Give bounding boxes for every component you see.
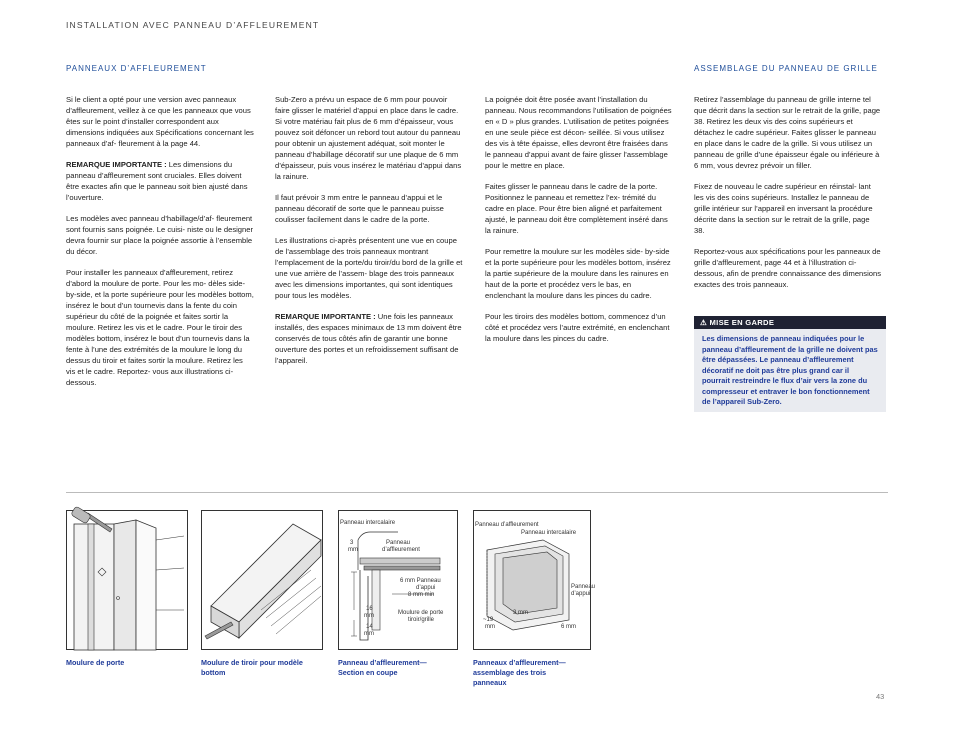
three-panel-diagram: [473, 510, 596, 650]
label-6mm: 6 mm: [561, 624, 576, 630]
page-header: INSTALLATION AVEC PANNEAU D’AFFLEUREMENT: [66, 20, 320, 30]
paragraph: Il faut prévoir 3 mm entre le panneau d’appui et le panneau décoratif de sorte que le panneau puisse coulisser facilement dans le cadre de la porte.: [275, 193, 444, 224]
label-14: 14: [366, 624, 373, 630]
paragraph: Retirez l’assemblage du panneau de grille interne tel que décrit dans la section sur le retrait de la grille, page 38. Retirez les deux vis des coins supérieurs et détachez le cadre supérieur. Faites glisser le panneau en place dans le cadre de la grille. Si vous utilisez un panneau de grille d’une épaisseur égale ou inférieure à 6 mm, vous devrez prévoir un filler.: [694, 95, 881, 170]
caption-drawer-trim: [201, 658, 321, 678]
label-8mm-min: 8 mm min: [408, 592, 435, 598]
paragraph: Les modèles avec panneau d’habillage/d’af- fleurement sont fournis sans poignée. Le cuisi- niste ou le designer devra fournir sur place la poignée assortie à l’ensemble du décor.: [66, 214, 254, 256]
paragraph: Reportez-vous aux spécifications pour les panneaux de grille d’affleurement, page 44 et à l’illustration ci-dessous, afin de prendre connaissance des dimensions exactes des trois panneaux.: [694, 247, 882, 289]
paragraph: [66, 159, 254, 203]
section-title-flush-panels: PANNEAUX D’AFFLEUREMENT: [66, 64, 207, 73]
figure-door-trim: [66, 510, 188, 650]
caption-line: Panneaux d’affleurement—: [473, 658, 566, 667]
label-flush-panel: Panneau d’affleurement: [475, 522, 539, 528]
label-backing-panel: Panneau: [571, 584, 596, 590]
label-3mm: 3: [350, 540, 354, 546]
label-16-unit: mm: [364, 613, 374, 619]
caption-three-panels: [473, 658, 593, 687]
text-column-4: [694, 94, 882, 300]
label-14-unit: mm: [364, 631, 374, 637]
label-trim: Moulure de porte: [398, 610, 444, 616]
figure-drawer-trim: [201, 510, 323, 650]
label-backing-panel-2: d’appui: [571, 591, 591, 597]
important-note-label: REMARQUE IMPORTANTE :: [275, 312, 376, 321]
warning-box: [694, 316, 886, 412]
caption-line: Moulure de tiroir pour modèle: [201, 658, 303, 667]
cross-section-diagram: [338, 510, 458, 650]
caption-line: Panneau d’affleurement—: [338, 658, 427, 667]
text-column-2: [275, 94, 463, 376]
label-3mm: 3 mm: [513, 610, 528, 616]
paragraph: Fixez de nouveau le cadre supérieur en réinstal- lant les vis des coins supérieurs. Installez le panneau de grille intérieur sur l’appareil en inversant la procédure décrite dans la section sur le retrait de la grille, page 38.: [694, 182, 873, 235]
label-trim-2: tiroir/grille: [408, 617, 435, 623]
section-title-grille-assembly: ASSEMBLAGE DU PANNEAU DE GRILLE: [694, 64, 878, 73]
caption-cross-section: [338, 658, 458, 678]
label-3mm-unit: mm: [348, 547, 358, 553]
paragraph: Pour les tiroirs des modèles bottom, commencez d’un côté et procédez vers l’autre extrémité, en enclenchant la moulure dans les pinces du cadre.: [485, 312, 670, 343]
label-spacer-panel: Panneau intercalaire: [340, 520, 396, 526]
text-column-1: [66, 94, 254, 398]
paragraph: Pour installer les panneaux d’affleurement, retirez d’abord la moulure de porte. Pour les mo- dèles side-by-side, et la porte supérieure pour les modèles bottom, insérez le bout d’un tournevis dans la fente du coin supérieur du côté de la poignée et faites sortir la moulure. Retirez les vis et le cadre. Pour le tiroir des modèles bottom, insérez le bout d’un tournevis dans la fente à l’une des extrémités de la moulure le long du dessus du tiroir et faites sortir la moulure. Retirez les vis et le cadre. Reportez- vous aux illustrations ci-dessous.: [66, 268, 254, 387]
page-number: 43: [876, 692, 885, 701]
caption-line: assemblage des trois: [473, 667, 547, 677]
paragraph: Si le client a opté pour une version avec panneaux d’affleurement, veillez à ce que les panneaux que vous êtes sur le point d’installer correspondent aux dimensions indiquées aux Spécifications concernant les panneaux d’af- fleurement à la page 44.: [66, 95, 254, 148]
label-16: 16: [366, 606, 373, 612]
label-6mm-backing: 6 mm Panneau: [400, 578, 441, 584]
warning-triangle-icon: ⚠: [700, 318, 708, 327]
label-flush-panel-2: d’affleurement: [382, 547, 420, 553]
caption-line: Section en coupe: [338, 667, 398, 677]
warning-text: Les dimensions de panneau indiquées pour le panneau d’affleurement de la grille ne doivent pas être dépassées. Le panneau d’affleurement décoratif ne doit pas être plus grand car il pourrait restreindre le flux d’air vers la zone du compresseur et entraver le bon fonctionnement de l’appareil Sub-Zero.: [702, 334, 878, 406]
caption-line: panneaux: [473, 677, 507, 687]
drawer-trim-illustration: [201, 510, 323, 650]
paragraph: Les illustrations ci-après présentent une vue en coupe de l’assemblage des trois panneaux montrant l’emplacement de la porte/du tiroir/du bord de la grille et une vue arrière de l’assem- blage des trois panneaux avec les dimensions importantes, qui sont identiques pour tous les modèles.: [275, 236, 463, 300]
divider: [66, 492, 888, 493]
warning-title: MISE EN GARDE: [709, 318, 775, 327]
paragraph: Pour remettre la moulure sur les modèles side- by-side et la porte supérieure pour les modèles bottom, insérez la partie supérieure de la moulure dans les rainures en haut de la porte et procédez vers le bas, en enclenchant la moulure dans les pinces du cadre.: [485, 247, 671, 300]
paragraph: Faites glisser le panneau dans le cadre de la porte. Positionnez le panneau et remettez l’ex- trémité du cadre en place. Pour être bien aligné et parfaitement ajusté, le panneau doit être complètement inséré dans la rainure.: [485, 182, 668, 235]
door-trim-illustration: [66, 510, 188, 650]
label-backing: d’appui: [416, 585, 436, 591]
label-flush-panel: Panneau: [386, 540, 411, 546]
figure-cross-section: [338, 510, 458, 650]
text-column-3: [485, 94, 673, 354]
label-spacer-panel: Panneau intercalaire: [521, 530, 577, 536]
caption-line: bottom: [201, 667, 226, 677]
caption-door-trim: Moulure de porte: [66, 658, 125, 667]
warning-header: [694, 316, 886, 329]
label-19mm: ~19: [483, 617, 494, 623]
figure-three-panels: [473, 510, 596, 650]
label-19mm-unit: mm: [485, 624, 495, 630]
paragraph: La poignée doit être posée avant l’installation du panneau. Nous recommandons l’utilisation de poignées en « D » plus grandes. L’utilisation de petites poignées en une seule pièce est décon- seillée. Si vous utilisez des vis à tête épaisse, elles devront être fraisées dans le panneau d’appui avant de faire glisser l’assemblage pour le mettre en place.: [485, 95, 672, 170]
important-note-label: REMARQUE IMPORTANTE :: [66, 160, 167, 169]
paragraph: Sub-Zero a prévu un espace de 6 mm pour pouvoir faire glisser le matériel d’appui en place dans le cadre. Si votre matériau fait plus de 6 mm d’épaisseur, vous pouvez soit défoncer un rebord tout autour du panneau pour obtenir un ajustement adéquat, soit monter le panneau d’habillage décoratif sur une plaque de 6 mm d’épaisseur, puis vous insérez le matériau d’appui dans la rainure.: [275, 95, 462, 181]
paragraph: [275, 311, 463, 366]
paragraph-text: Les dimensions du panneau d’affleurement sont cruciales. Elles doivent être exactes afin que le panneau soit bien ajusté dans l’ouverture.: [66, 160, 248, 202]
paragraph-text: Une fois les panneaux installés, des espaces minimaux de 13 mm doivent être conservés de tous côtés afin de garantir une bonne ouverture des portes et un refroidissement suffisant de l’appareil.: [275, 312, 462, 365]
